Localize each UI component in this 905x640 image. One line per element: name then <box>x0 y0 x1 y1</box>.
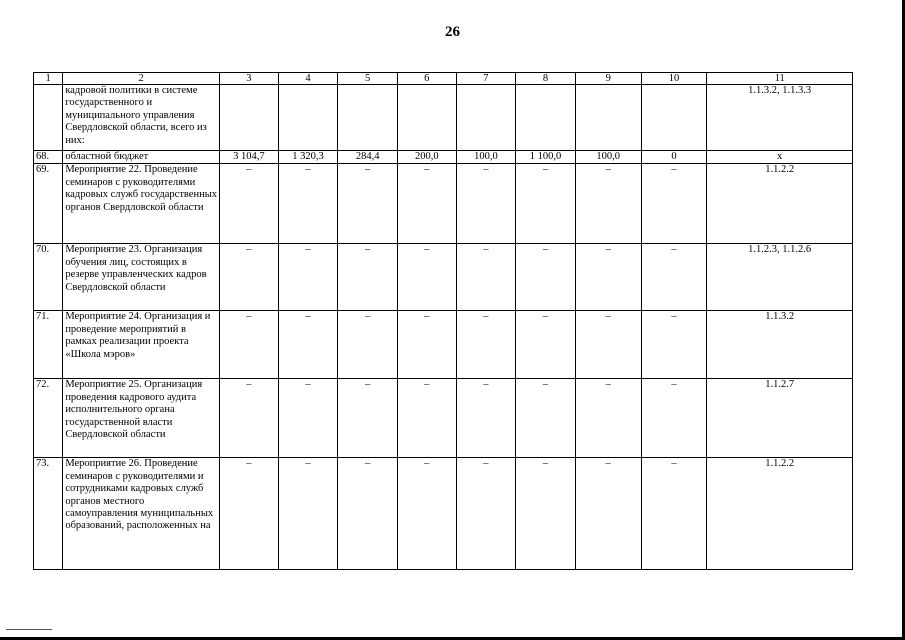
value-cell: – <box>220 379 279 458</box>
value-cell: 200,0 <box>397 151 456 164</box>
target-reference: 1.1.3.2, 1.1.3.3 <box>707 85 853 151</box>
value-cell: – <box>456 311 516 379</box>
table-row <box>34 151 853 164</box>
value-cell: – <box>516 244 576 311</box>
table-row <box>34 311 853 379</box>
value-cell: – <box>220 164 279 244</box>
value-cell: – <box>397 311 456 379</box>
value-cell: – <box>278 311 338 379</box>
value-cell: – <box>516 379 576 458</box>
value-cell: – <box>397 164 456 244</box>
value-cell <box>641 85 707 151</box>
value-cell <box>516 85 576 151</box>
target-reference: 1.1.2.2 <box>707 164 853 244</box>
value-cell <box>338 85 398 151</box>
row-number: 68. <box>34 151 63 164</box>
value-cell: 0 <box>641 151 707 164</box>
value-cell: – <box>338 379 398 458</box>
row-number: 72. <box>34 379 63 458</box>
header-cell: 4 <box>278 73 338 85</box>
target-reference: 1.1.2.3, 1.1.2.6 <box>707 244 853 311</box>
header-cell: 3 <box>220 73 279 85</box>
row-number: 69. <box>34 164 63 244</box>
value-cell: – <box>278 244 338 311</box>
value-cell: – <box>641 311 707 379</box>
row-number: 70. <box>34 244 63 311</box>
row-name: Мероприятие 26. Проведение семинаров с руководителями и сотрудниками кадровых служб органов местного самоуправления муниципальных образований, расположенных на <box>63 458 220 570</box>
value-cell: 1 320,3 <box>278 151 338 164</box>
target-reference: х <box>707 151 853 164</box>
value-cell: – <box>397 379 456 458</box>
value-cell: – <box>278 458 338 570</box>
value-cell: – <box>575 244 641 311</box>
row-name: Мероприятие 25. Организация проведения кадрового аудита исполнительного органа государственной власти Свердловской области <box>63 379 220 458</box>
value-cell: 1 100,0 <box>516 151 576 164</box>
value-cell: – <box>575 379 641 458</box>
row-name: Мероприятие 23. Организация обучения лиц, состоящих в резерве управленческих кадров Свердловской области <box>63 244 220 311</box>
value-cell: – <box>220 244 279 311</box>
header-row <box>34 73 853 85</box>
scan-edge-mark <box>6 629 52 630</box>
row-number: 71. <box>34 311 63 379</box>
value-cell: 284,4 <box>338 151 398 164</box>
page-number: 26 <box>445 24 460 40</box>
value-cell: – <box>338 244 398 311</box>
program-table <box>33 72 853 570</box>
header-cell: 11 <box>707 73 853 85</box>
value-cell: – <box>641 244 707 311</box>
header-cell: 8 <box>516 73 576 85</box>
value-cell <box>575 85 641 151</box>
value-cell: – <box>641 458 707 570</box>
header-cell: 6 <box>397 73 456 85</box>
value-cell: – <box>220 458 279 570</box>
value-cell: – <box>516 311 576 379</box>
header-cell: 7 <box>456 73 516 85</box>
value-cell <box>278 85 338 151</box>
target-reference: 1.1.2.7 <box>707 379 853 458</box>
value-cell: – <box>456 244 516 311</box>
value-cell: – <box>456 379 516 458</box>
target-reference: 1.1.3.2 <box>707 311 853 379</box>
value-cell: – <box>516 164 576 244</box>
header-cell: 5 <box>338 73 398 85</box>
value-cell: – <box>220 311 279 379</box>
value-cell: 100,0 <box>575 151 641 164</box>
value-cell: 100,0 <box>456 151 516 164</box>
value-cell: – <box>338 164 398 244</box>
header-cell: 10 <box>641 73 707 85</box>
value-cell <box>220 85 279 151</box>
value-cell: – <box>575 164 641 244</box>
table-row <box>34 85 853 151</box>
header-cell: 1 <box>34 73 63 85</box>
target-reference: 1.1.2.2 <box>707 458 853 570</box>
value-cell: – <box>397 458 456 570</box>
header-cell: 2 <box>63 73 220 85</box>
value-cell: – <box>278 379 338 458</box>
row-name: Мероприятие 22. Проведение семинаров с руководителями кадровых служб государственных органов Свердловской области <box>63 164 220 244</box>
row-name: областной бюджет <box>63 151 220 164</box>
value-cell <box>397 85 456 151</box>
header-cell: 9 <box>575 73 641 85</box>
table-row <box>34 164 853 244</box>
table-row <box>34 244 853 311</box>
value-cell: – <box>641 164 707 244</box>
value-cell: – <box>456 458 516 570</box>
row-number <box>34 85 63 151</box>
value-cell: – <box>338 311 398 379</box>
row-name: кадровой политики в системе государственного и муниципального управления Свердловской области, всего из них: <box>63 85 220 151</box>
value-cell: – <box>575 311 641 379</box>
value-cell: – <box>456 164 516 244</box>
table-row <box>34 379 853 458</box>
value-cell: – <box>278 164 338 244</box>
row-number: 73. <box>34 458 63 570</box>
value-cell: 3 104,7 <box>220 151 279 164</box>
row-name: Мероприятие 24. Организация и проведение мероприятий в рамках реализации проекта «Школа мэров» <box>63 311 220 379</box>
value-cell: – <box>641 379 707 458</box>
value-cell: – <box>338 458 398 570</box>
value-cell: – <box>575 458 641 570</box>
value-cell: – <box>397 244 456 311</box>
value-cell <box>456 85 516 151</box>
table-row <box>34 458 853 570</box>
value-cell: – <box>516 458 576 570</box>
